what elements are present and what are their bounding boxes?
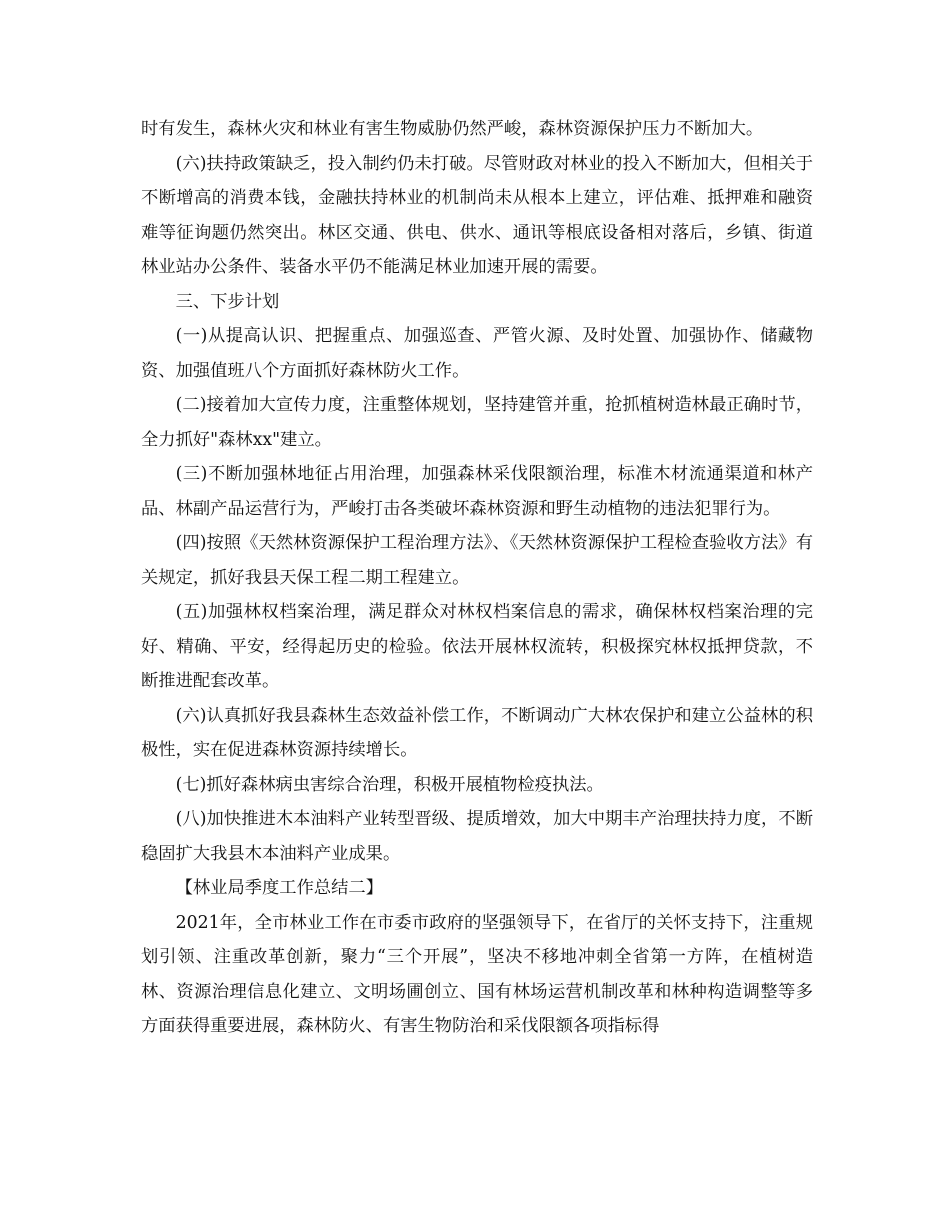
paragraph-2021-summary: 2021年，全市林业工作在市委市政府的坚强领导下，在省厅的关怀支持下，注重规划引领、注重改革创新，聚力“三个开展”，坚决不移地冲刺全省第一方阵，在植树造林、资源治理信息化建立、文明场圃创立、国有林场运营机制改革和林种构造调整等多方面获得重要进展，森林防火、有害生物防治和采伐限额各项指标得: [141, 912, 813, 1036]
plan-item-6: (六)认真抓好我县森林生态效益补偿工作，不断调动广大林农保护和建立公益林的积极性，实在促进森林资源持续增长。: [141, 705, 813, 760]
plan-item-4: (四)按照《天然林资源保护工程治理方法》、《天然林资源保护工程检查验收方法》有关规定，抓好我县天保工程二期工程建立。: [141, 533, 813, 588]
document-body: [141, 112, 813, 1044]
plan-item-3: (三)不断加强林地征占用治理，加强森林采伐限额治理，标准木材流通渠道和林产品、林副产品运营行为，严峻打击各类破坏森林资源和野生动植物的违法犯罪行为。: [141, 464, 813, 519]
paragraph-continued: 时有发生，森林火灾和林业有害生物威胁仍然严峻，森林资源保护压力不断加大。: [141, 119, 764, 139]
plan-item-8: (八)加快推进木本油料产业转型晋级、提质增效，加大中期丰产治理扶持力度，不断稳固扩大我县木本油料产业成果。: [141, 809, 813, 864]
plan-item-1: (一)从提高认识、把握重点、加强巡查、严管火源、及时处置、加强协作、储藏物资、加强值班八个方面抓好森林防火工作。: [141, 326, 813, 381]
section-title-summary-two: 【林业局季度工作总结二】: [175, 878, 383, 898]
paragraph-policy-support: (六)扶持政策缺乏，投入制约仍未打破。尽管财政对林业的投入不断加大，但相关于不断增高的消费本钱，金融扶持林业的机制尚未从根本上建立，评估难、抵押难和融资难等征询题仍然突出。林区交通、供电、供水、通讯等根底设备相对落后，乡镇、街道林业站办公条件、装备水平仍不能满足林业加速开展的需要。: [141, 153, 813, 277]
section-heading-next-plan: 三、下步计划: [175, 291, 280, 312]
plan-item-2: (二)接着加大宣传力度，注重整体规划，坚持建管并重，抢抓植树造林最正确时节，全力抓好"森林xx"建立。: [141, 395, 813, 450]
plan-item-5: (五)加强林权档案治理，满足群众对林权档案信息的需求，确保林权档案治理的完好、精确、平安，经得起历史的检验。依法开展林权流转，积极探究林权抵押贷款，不断推进配套改革。: [141, 602, 813, 691]
plan-item-7: (七)抓好森林病虫害综合治理，积极开展植物检疫执法。: [175, 774, 604, 795]
